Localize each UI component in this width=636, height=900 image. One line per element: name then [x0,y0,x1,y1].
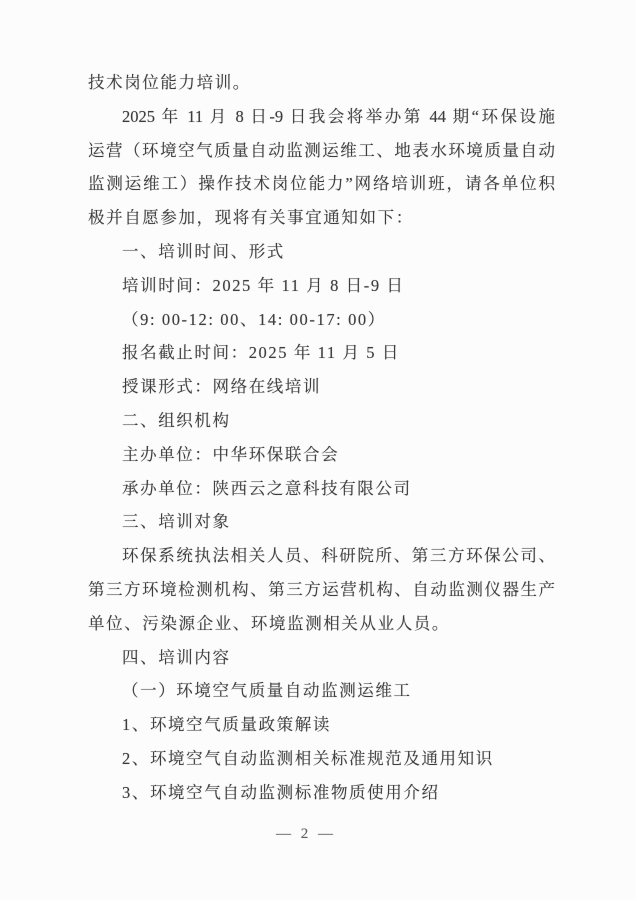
section-4-heading: 四、培训内容 [122,647,231,667]
training-hours-line: （9: 00-12: 00、14: 00-17: 00） [122,309,386,329]
content-item-3: 3、环境空气自动监测标准物质使用介绍 [122,782,440,802]
continuation-line: 技术岗位能力培训。 [88,73,251,92]
content-item-1: 1、环境空气质量政策解读 [122,715,331,735]
page-number: — 2 — [276,826,336,842]
audience-line-2: 第三方环境检测机构、第三方运营机构、自动监测仪器生产 [88,579,555,599]
co-organizer-line: 承办单位：陕西云之意科技有限公司 [122,478,412,498]
section-1-heading: 一、培训时间、形式 [122,241,285,261]
subsection-1-heading: （一）环境空气质量自动监测运维工 [122,681,412,701]
section-3-heading: 三、培训对象 [122,512,231,532]
training-time-line: 培训时间：2025 年 11 月 8 日-9 日 [122,275,405,295]
host-organizer-line: 主办单位：中华环保联合会 [122,444,340,464]
notice-intro-line-3: 监测运维工）操作技术岗位能力”网络培训班，请各单位积 [88,174,555,194]
audience-line-1: 环保系统执法相关人员、科研院所、第三方环保公司、 [122,546,555,566]
document-body [88,66,555,810]
audience-line-3: 单位、污染源企业、环境监测相关从业人员。 [88,613,450,633]
section-2-heading: 二、组织机构 [122,410,231,430]
notice-intro-line-2: 运营（环境空气质量自动监测运维工、地表水环境质量自动 [88,140,555,160]
registration-deadline-line: 报名截止时间：2025 年 11 月 5 日 [122,343,400,363]
teaching-format-line: 授课形式：网络在线培训 [122,377,322,397]
notice-intro-line-1: 2025 年 11 月 8 日-9 日我会将举办第 44 期“环保设施 [122,106,555,126]
notice-intro-line-4: 极并自愿参加，现将有关事宜通知如下： [88,208,414,228]
content-item-2: 2、环境空气自动监测相关标准规范及通用知识 [122,748,494,768]
